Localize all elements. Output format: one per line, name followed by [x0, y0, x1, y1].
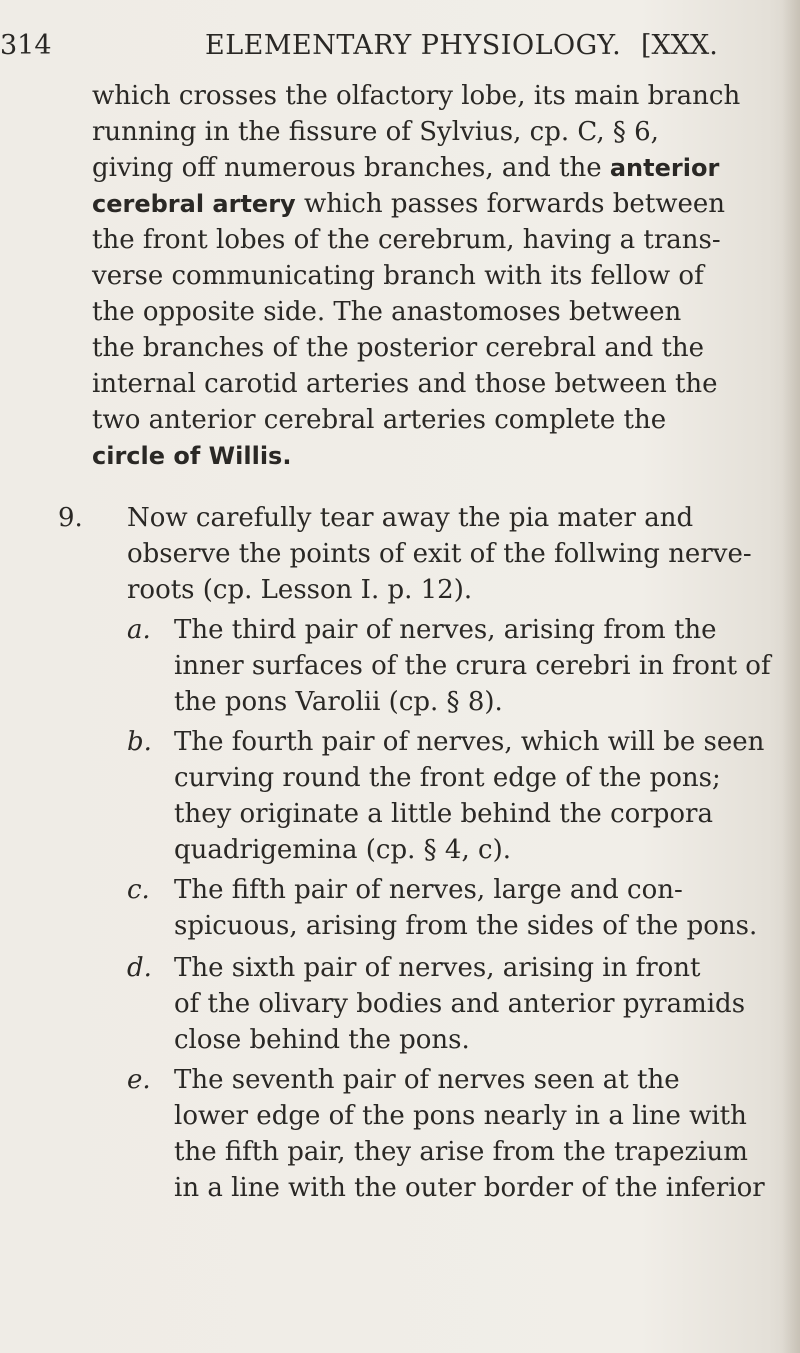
term-cerebral-artery: cerebral artery	[92, 190, 296, 218]
subitem-letter: a.	[127, 615, 151, 645]
subitem-letter: c.	[127, 875, 150, 905]
text-line: spicuous, arising from the sides of the pons.	[174, 911, 758, 941]
text-line: the branches of the posterior cerebral and the	[92, 333, 705, 363]
page-number: 314	[0, 30, 52, 61]
text-line: the front lobes of the cerebrum, having a trans-	[92, 225, 721, 255]
text-line: roots (cp. Lesson I. p. 12).	[127, 575, 473, 605]
text-line: close behind the pons.	[174, 1025, 470, 1055]
text-line: giving off numerous branches, and the anterior	[92, 153, 720, 183]
text-line: they originate a little behind the corpora	[174, 799, 713, 829]
running-head	[0, 26, 800, 66]
text-line: curving round the front edge of the pons;	[174, 763, 721, 793]
text-line: The seventh pair of nerves seen at the	[174, 1065, 680, 1095]
text-line: in a line with the outer border of the inferior	[174, 1173, 765, 1203]
text-line: verse communicating branch with its fellow of	[92, 261, 704, 291]
section-mark: [XXX.	[641, 30, 718, 61]
subitem-letter: d.	[127, 953, 152, 983]
text-line: the fifth pair, they arise from the trapezium	[174, 1137, 748, 1167]
text-line: cerebral artery which passes forwards between	[92, 189, 726, 219]
text-line: observe the points of exit of the follwing nerve-	[127, 539, 752, 569]
text-line: running in the fissure of Sylvius, cp. C, § 6,	[92, 117, 659, 147]
text-line: which crosses the olfactory lobe, its main branch	[92, 81, 741, 111]
text-line: of the olivary bodies and anterior pyramids	[174, 989, 746, 1019]
item-number: 9.	[58, 503, 83, 533]
text-line: The third pair of nerves, arising from the	[174, 615, 717, 645]
running-title: ELEMENTARY PHYSIOLOGY.	[205, 30, 622, 61]
page-edge-shadow	[782, 0, 800, 1353]
text-line: two anterior cerebral arteries complete the	[92, 405, 667, 435]
text-line: inner surfaces of the crura cerebri in front of	[174, 651, 771, 681]
text-line: quadrigemina (cp. § 4, c).	[174, 835, 511, 865]
term-anterior: anterior	[609, 154, 720, 182]
text-line: the opposite side. The anastomoses between	[92, 297, 682, 327]
text-line: lower edge of the pons nearly in a line with	[174, 1101, 747, 1131]
text-line: The sixth pair of nerves, arising in front	[174, 953, 701, 983]
text-line: Now carefully tear away the pia mater and	[127, 503, 694, 533]
text-line: internal carotid arteries and those between the	[92, 369, 718, 399]
text-line: the pons Varolii (cp. § 8).	[174, 687, 503, 717]
text-line: The fifth pair of nerves, large and con-	[174, 875, 683, 905]
term-circle-of-willis: circle of Willis.	[92, 442, 292, 470]
subitem-letter: e.	[127, 1065, 151, 1095]
text-line: The fourth pair of nerves, which will be seen	[174, 727, 765, 757]
subitem-letter: b.	[127, 727, 152, 757]
